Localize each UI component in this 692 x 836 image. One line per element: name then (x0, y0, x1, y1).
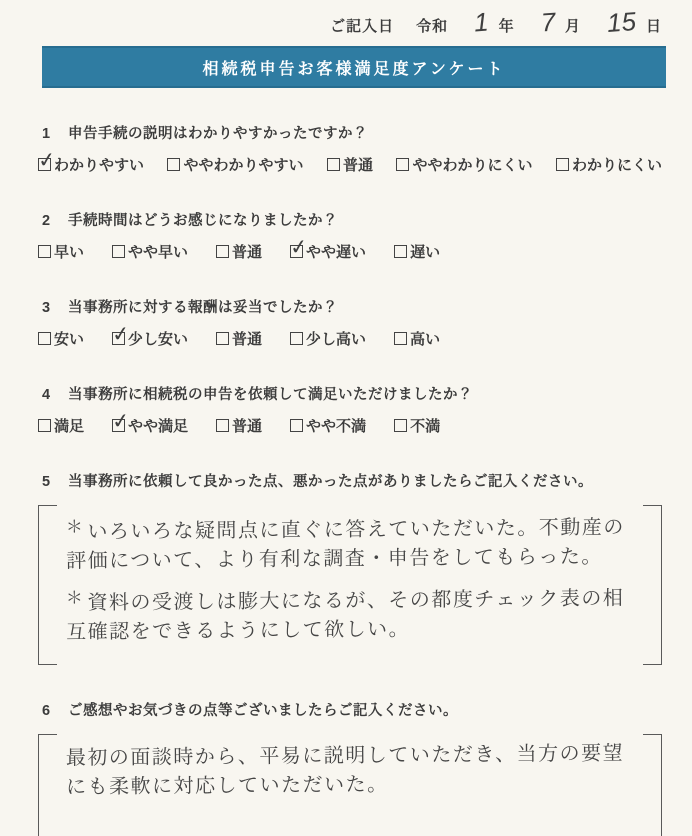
question-text: 手続時間はどうお感じになりましたか？ (68, 213, 338, 229)
checkbox[interactable] (112, 332, 125, 345)
checkbox[interactable] (290, 419, 303, 432)
option-label: やや不満 (306, 418, 367, 435)
checkbox[interactable] (38, 419, 51, 432)
date-label: ご記入日 (330, 18, 395, 35)
option-sukoshi-yasui[interactable] (112, 328, 188, 349)
checkbox[interactable] (290, 332, 303, 345)
question-5-label (38, 470, 664, 491)
checkbox[interactable] (556, 158, 569, 171)
era-label: 令和 (416, 18, 449, 35)
option-yaya-osoi[interactable] (290, 241, 366, 262)
option-futsuu[interactable] (216, 415, 262, 436)
asterisk-marker: ＊ (65, 517, 85, 537)
checkbox[interactable] (38, 158, 51, 171)
checkbox[interactable] (216, 245, 229, 258)
fill-in-date-row (0, 0, 692, 40)
question-6-answer-area[interactable] (38, 734, 662, 836)
option-yaya-wakarinikui[interactable] (396, 154, 532, 175)
option-label: やや早い (128, 244, 189, 261)
checkbox[interactable] (38, 245, 51, 258)
question-1-label (38, 122, 664, 143)
checkbox[interactable] (216, 332, 229, 345)
question-5-answer-area[interactable] (38, 505, 662, 665)
option-wakariyasui[interactable] (38, 154, 144, 175)
option-label: 安い (54, 331, 85, 348)
option-label: わかりにくい (571, 157, 662, 174)
option-label: 普通 (232, 244, 263, 261)
question-text: 当事務所に相続税の申告を依頼して満足いただけましたか？ (68, 387, 473, 403)
handwritten-text: 資料の受渡しは膨大になるが、その都度チェック表の相互確認をできるようにして欲しい。 (66, 587, 625, 644)
question-3-options (38, 328, 664, 349)
checkbox[interactable] (396, 158, 409, 171)
handwritten-text: いろいろな疑問点に直ぐに答えていただいた。不動産の評価について、より有利な調査・申告をしてもらった。 (66, 516, 625, 573)
checkbox[interactable] (394, 419, 407, 432)
question-2-label (38, 209, 664, 230)
question-number: 1 (42, 126, 51, 142)
option-futsuu[interactable] (216, 328, 262, 349)
option-yasui[interactable] (38, 328, 84, 349)
option-sukoshi-takai[interactable] (290, 328, 366, 349)
checkbox[interactable] (112, 245, 125, 258)
question-number: 6 (42, 703, 51, 719)
question-text: 当事務所に対する報酬は妥当でしたか？ (68, 300, 338, 316)
question-5 (38, 470, 664, 665)
option-wakarinikui[interactable] (556, 154, 662, 175)
option-label: ややわかりにくい (412, 157, 533, 174)
option-label: 満足 (54, 418, 85, 435)
question-text: 当事務所に依頼して良かった点、悪かった点がありましたらご記入ください。 (68, 474, 593, 490)
checkbox[interactable] (216, 419, 229, 432)
question-2 (38, 209, 664, 262)
option-label: ややわかりやすい (183, 157, 304, 174)
option-yaya-hayai[interactable] (112, 241, 188, 262)
question-number: 2 (42, 213, 51, 229)
checkbox[interactable] (327, 158, 340, 171)
option-label: 普通 (232, 331, 263, 348)
form-title: 相続税申告お客様満足度アンケート (202, 60, 506, 78)
question-4 (38, 383, 664, 436)
option-futsuu[interactable] (327, 154, 373, 175)
question-number: 3 (42, 300, 51, 316)
handwritten-answer-paragraph (66, 740, 632, 803)
day-suffix: 日 (645, 18, 662, 35)
option-takai[interactable] (394, 328, 440, 349)
question-6 (38, 699, 664, 836)
question-number: 5 (42, 474, 51, 490)
question-3-label (38, 296, 664, 317)
handwritten-answer-paragraph (66, 582, 633, 648)
question-6-label (38, 699, 664, 720)
asterisk-marker: ＊ (65, 588, 85, 608)
month-suffix: 月 (565, 18, 582, 35)
option-label: 普通 (232, 418, 263, 435)
option-yaya-manzoku[interactable] (112, 415, 188, 436)
option-label: やや満足 (128, 418, 189, 435)
question-text: ご感想やお気づきの点等ございましたらご記入ください。 (68, 703, 458, 719)
option-label: わかりやすい (54, 157, 145, 174)
checkbox[interactable] (394, 245, 407, 258)
question-1 (38, 122, 664, 175)
checkbox[interactable] (167, 158, 180, 171)
question-4-label (38, 383, 664, 404)
year-suffix: 年 (498, 18, 515, 35)
handwritten-answer-paragraph (66, 511, 633, 577)
option-label: 遅い (410, 244, 441, 261)
date-month-value[interactable]: 7 (539, 6, 557, 38)
checkbox[interactable] (394, 332, 407, 345)
option-yaya-wakariyasui[interactable] (167, 154, 303, 175)
option-futsuu[interactable] (216, 241, 262, 262)
option-yaya-fuman[interactable] (290, 415, 366, 436)
form-body (0, 122, 692, 836)
question-3 (38, 296, 664, 349)
date-year-value[interactable]: 1 (473, 6, 490, 38)
form-title-bar (42, 46, 666, 88)
option-manzoku[interactable] (38, 415, 84, 436)
option-label: 不満 (410, 418, 441, 435)
question-number: 4 (42, 387, 51, 403)
option-osoi[interactable] (394, 241, 440, 262)
option-fuman[interactable] (394, 415, 440, 436)
option-hayai[interactable] (38, 241, 84, 262)
option-label: 普通 (342, 157, 373, 174)
checkbox[interactable] (38, 332, 51, 345)
date-day-value[interactable]: 15 (606, 6, 637, 38)
checkbox[interactable] (112, 419, 125, 432)
option-label: 少し高い (306, 331, 367, 348)
question-2-options (38, 241, 664, 262)
question-text: 申告手続の説明はわかりやすかったですか？ (68, 126, 368, 142)
handwritten-text: 最初の面談時から、平易に説明していただき、当方の要望にも柔軟に対応していただいた。 (65, 742, 625, 799)
option-label: やや遅い (306, 244, 367, 261)
checkbox[interactable] (290, 245, 303, 258)
option-label: 少し安い (128, 331, 189, 348)
option-label: 高い (410, 331, 441, 348)
question-1-options (38, 154, 664, 175)
question-4-options (38, 415, 664, 436)
option-label: 早い (54, 244, 85, 261)
